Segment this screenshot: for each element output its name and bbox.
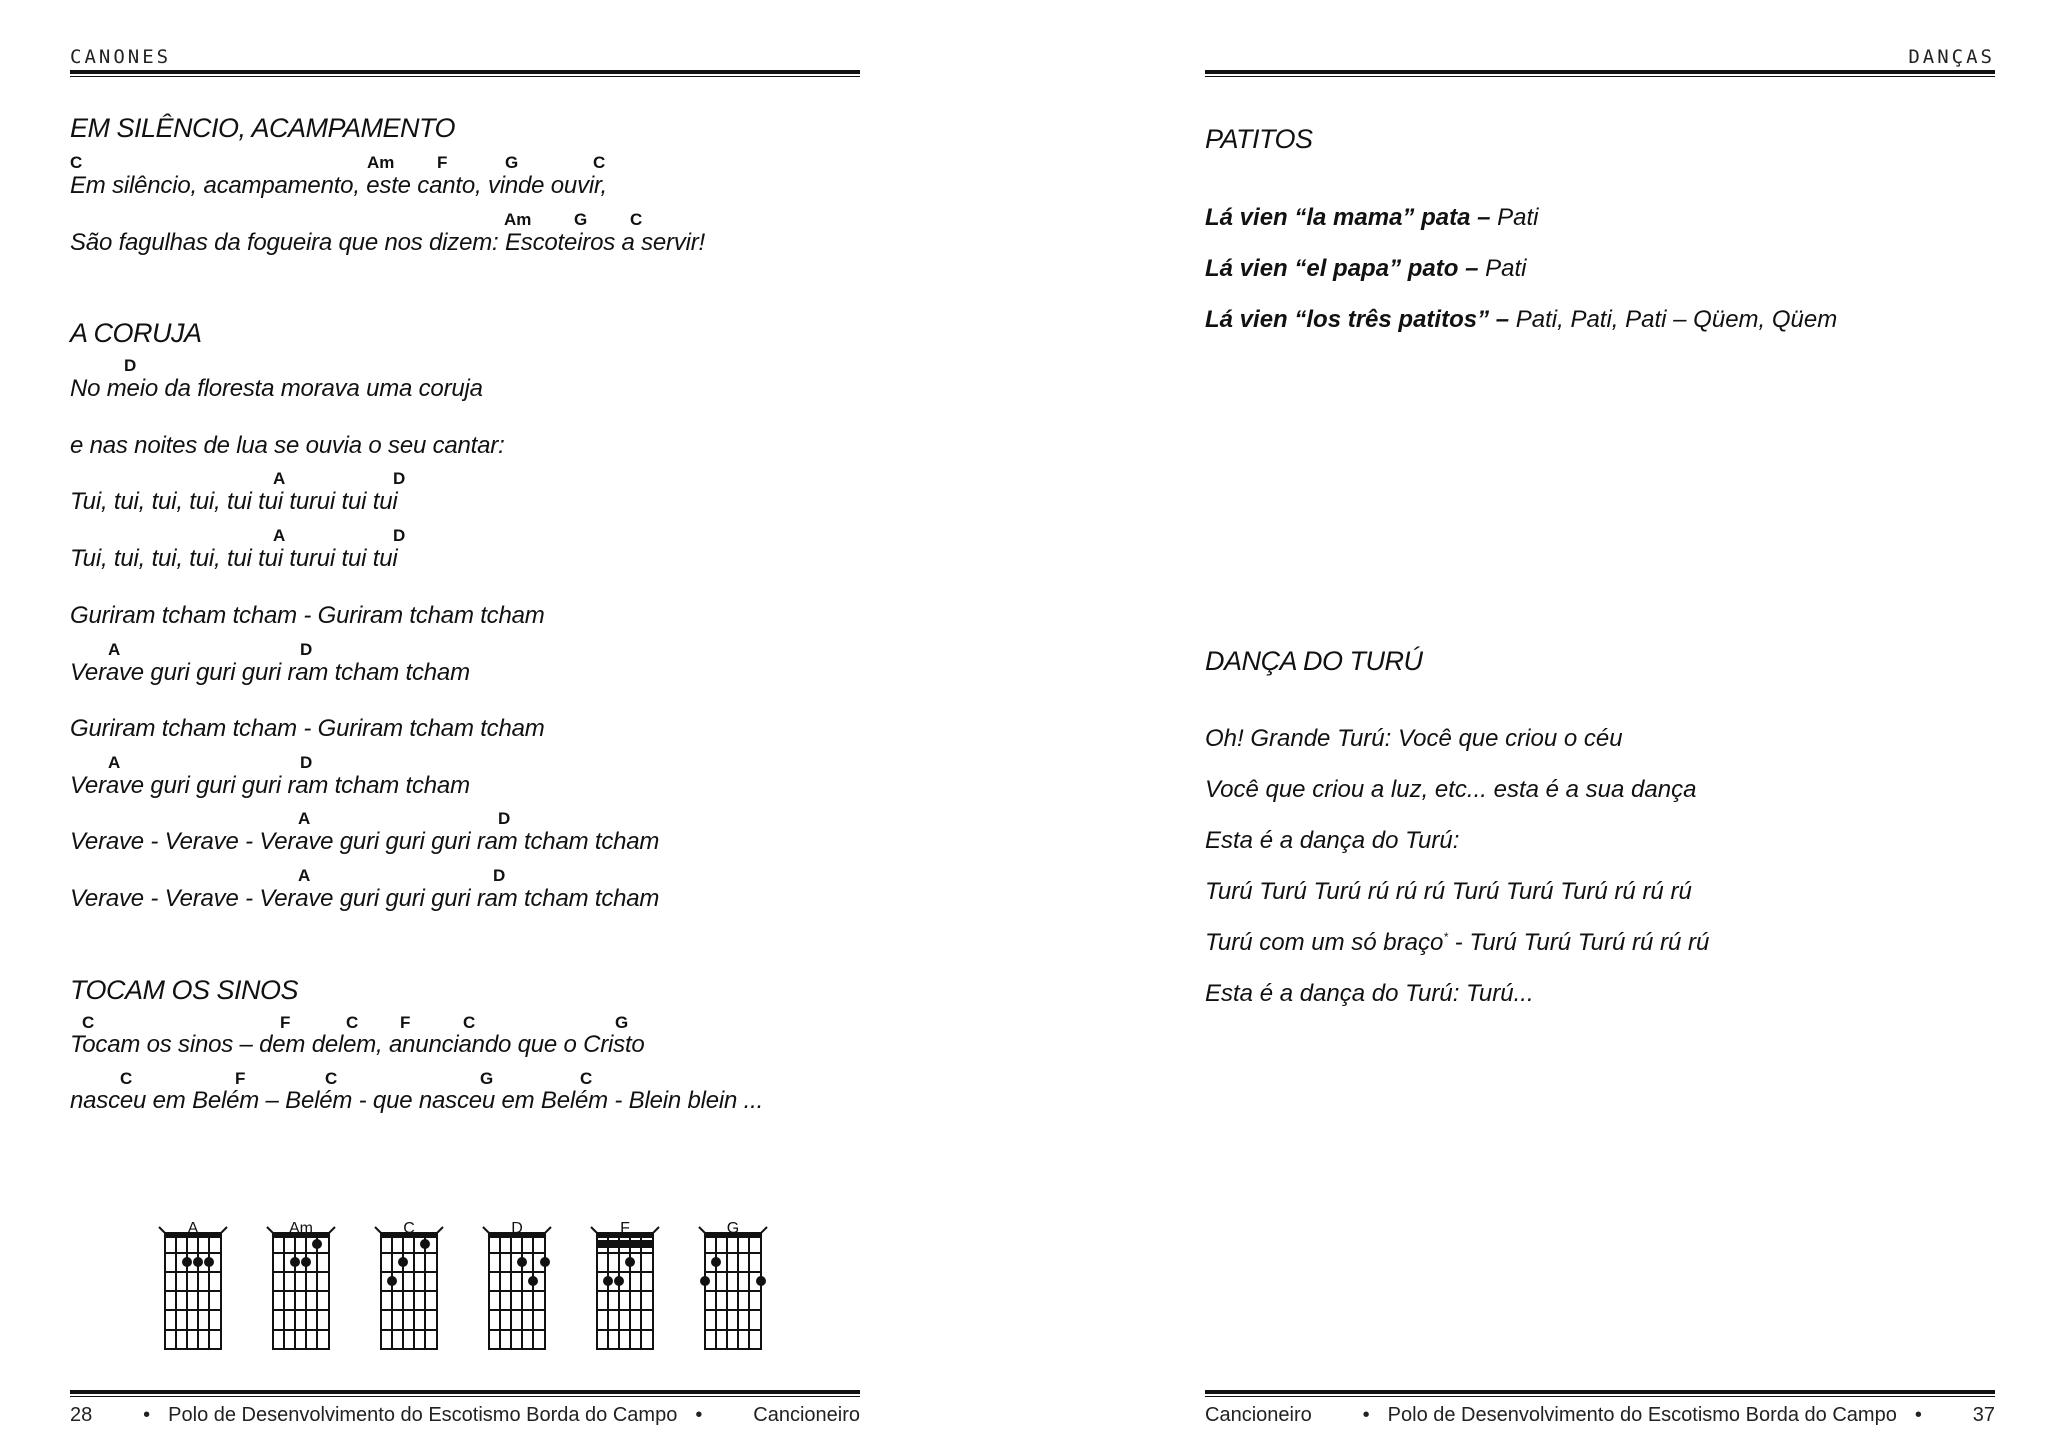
chord-label: D xyxy=(300,753,313,772)
song-title-danca-do-turu: DANÇA DO TURÚ xyxy=(1205,646,1423,676)
lyric-line: Tui, tui, tui, tui, tui tui turui tui tui xyxy=(70,488,398,515)
lyric-line: nasceu em Belém – Belém - que nasceu em Belém - Blein blein ... xyxy=(70,1087,764,1114)
footer-left xyxy=(70,1404,860,1427)
lyric-line: Em silêncio, acampamento, este canto, vinde ouvir, xyxy=(70,172,607,199)
page-number: 37 xyxy=(1972,1404,1995,1426)
chord-diagram-c xyxy=(374,1220,444,1370)
chord-label: A xyxy=(273,526,286,545)
chord-diagram-label: D xyxy=(511,1220,523,1237)
chord-label: C xyxy=(120,1069,133,1088)
lyric-line: São fagulhas da fogueira que nos dizem: Escoteiros a servir! xyxy=(70,229,706,256)
chord-label: F xyxy=(235,1069,246,1088)
chord-label: Am xyxy=(504,210,532,229)
lyric-line: Oh! Grande Turú: Você que criou o céu xyxy=(1205,725,1623,752)
chord-diagram-label: Am xyxy=(289,1220,313,1237)
lyric-line xyxy=(1205,929,1709,957)
chord-label: D xyxy=(393,526,406,545)
chord-label: C xyxy=(325,1069,338,1088)
header-rule xyxy=(1205,70,1995,74)
song-title-tocam-os-sinos: TOCAM OS SINOS xyxy=(70,975,299,1005)
chord-label: C xyxy=(580,1069,593,1088)
song-title-em-silencio: EM SILÊNCIO, ACAMPAMENTO xyxy=(70,113,456,143)
chord-diagram-f xyxy=(590,1220,660,1370)
running-head-right: DANÇAS xyxy=(1908,46,1995,68)
chord-diagram-label: C xyxy=(403,1220,415,1237)
lyric-line: e nas noites de lua se ouvia o seu cantar: xyxy=(70,432,505,459)
chord-diagram-a-icon xyxy=(158,1220,228,1370)
chord-label: C xyxy=(463,1013,476,1032)
lyric-normal: Pati, Pati, Pati – Qüem, Qüem xyxy=(1509,306,1838,333)
lyric-line: Tui, tui, tui, tui, tui tui turui tui tui xyxy=(70,545,398,572)
lyric-line xyxy=(1205,306,1837,334)
page-number: 28 xyxy=(70,1404,93,1426)
chord-label: F xyxy=(400,1013,411,1032)
chord-label: D xyxy=(124,356,137,375)
chord-label: C xyxy=(70,153,83,172)
footer-center: • Polo de Desenvolvimento do Escotismo Borda do Campo • xyxy=(1362,1404,1922,1426)
chord-diagram-g xyxy=(698,1220,768,1370)
footer-rule xyxy=(1205,1390,1995,1394)
lyric-bold: Lá vien “los três patitos” – xyxy=(1205,306,1510,333)
lyric-line xyxy=(1205,204,1539,232)
chord-diagram-g-icon xyxy=(698,1220,768,1370)
chord-diagram-a xyxy=(158,1220,228,1370)
lyric-line: No meio da floresta morava uma coruja xyxy=(70,375,483,402)
chord-label: A xyxy=(273,469,286,488)
lyric-normal: Pati xyxy=(1490,204,1539,231)
lyric-part: - Turú Turú Turú rú rú rú xyxy=(1447,929,1710,956)
chord-label: A xyxy=(108,753,121,772)
lyric-bold: Lá vien “el papa” pato – xyxy=(1205,255,1479,282)
footer-rule xyxy=(70,1390,860,1394)
chord-label: G xyxy=(615,1013,629,1032)
chord-label: G xyxy=(574,210,588,229)
lyric-line: Turú Turú Turú rú rú rú Turú Turú Turú rú rú rú xyxy=(1205,878,1692,905)
chord-label: G xyxy=(505,153,519,172)
lyric-line: Esta é a dança do Turú: xyxy=(1205,827,1460,854)
lyric-line xyxy=(1205,255,1526,283)
footer-right xyxy=(1205,1404,1995,1427)
lyric-line: Verave - Verave - Verave guri guri guri ram tcham tcham xyxy=(70,828,660,855)
footer-book: Cancioneiro xyxy=(753,1404,860,1426)
header-rule xyxy=(70,70,860,74)
chord-diagram-label: G xyxy=(726,1220,740,1237)
lyric-part: Turú com um só braço xyxy=(1205,929,1444,956)
chord-label: C xyxy=(593,153,606,172)
footer-org: Polo de Desenvolvimento do Escotismo Borda do Campo xyxy=(168,1404,678,1426)
lyric-line: Verave - Verave - Verave guri guri guri ram tcham tcham xyxy=(70,885,660,912)
chord-diagram-am xyxy=(266,1220,336,1370)
chord-label: Am xyxy=(367,153,395,172)
chord-diagram-d xyxy=(482,1220,552,1370)
chord-label: G xyxy=(480,1069,494,1088)
chord-diagram-am-icon xyxy=(266,1220,336,1370)
chord-label: C xyxy=(82,1013,95,1032)
running-head-left: CANONES xyxy=(70,46,172,68)
chord-diagram-c-icon xyxy=(374,1220,444,1370)
song-title-a-coruja: A CORUJA xyxy=(70,318,202,348)
lyric-line: Você que criou a luz, etc... esta é a sua dança xyxy=(1205,776,1697,803)
chord-label: C xyxy=(630,210,643,229)
lyric-normal: Pati xyxy=(1478,255,1527,282)
chord-label: D xyxy=(300,640,313,659)
right-page xyxy=(1205,0,1995,1452)
footer-rule-thin xyxy=(70,1396,860,1397)
chord-label: F xyxy=(280,1013,291,1032)
lyric-line: Verave guri guri guri ram tcham tcham xyxy=(70,659,470,686)
chord-diagram-label: A xyxy=(187,1220,199,1237)
chord-label: F xyxy=(437,153,448,172)
footnote-mark: * xyxy=(1443,930,1448,944)
footer-rule-thin xyxy=(1205,1396,1995,1397)
footer-org: Polo de Desenvolvimento do Escotismo Borda do Campo xyxy=(1387,1404,1897,1426)
lyric-line: Esta é a dança do Turú: Turú... xyxy=(1205,980,1534,1007)
left-page xyxy=(70,0,860,1452)
chord-diagram-d-icon xyxy=(482,1220,552,1370)
chord-label: D xyxy=(393,469,406,488)
chord-diagram-f-icon xyxy=(590,1220,660,1370)
chord-label: C xyxy=(346,1013,359,1032)
lyric-line: Guriram tcham tcham - Guriram tcham tcham xyxy=(70,715,545,742)
lyric-line: Guriram tcham tcham - Guriram tcham tcham xyxy=(70,602,545,629)
chord-label: A xyxy=(298,866,311,885)
header-rule-thin xyxy=(1205,76,1995,77)
footer-book: Cancioneiro xyxy=(1205,1404,1312,1426)
footer-center: • Polo de Desenvolvimento do Escotismo Borda do Campo • xyxy=(143,1404,703,1426)
chord-label: D xyxy=(498,809,511,828)
chord-diagram-label: F xyxy=(620,1220,630,1237)
song-title-patitos: PATITOS xyxy=(1205,124,1313,154)
chord-label: D xyxy=(493,866,506,885)
header-rule-thin xyxy=(70,76,860,77)
lyric-line: Tocam os sinos – dem delem, anunciando que o Cristo xyxy=(70,1031,645,1058)
chord-label: A xyxy=(108,640,121,659)
chord-label: A xyxy=(298,809,311,828)
lyric-line: Verave guri guri guri ram tcham tcham xyxy=(70,772,470,799)
lyric-bold: Lá vien “la mama” pata – xyxy=(1205,204,1491,231)
